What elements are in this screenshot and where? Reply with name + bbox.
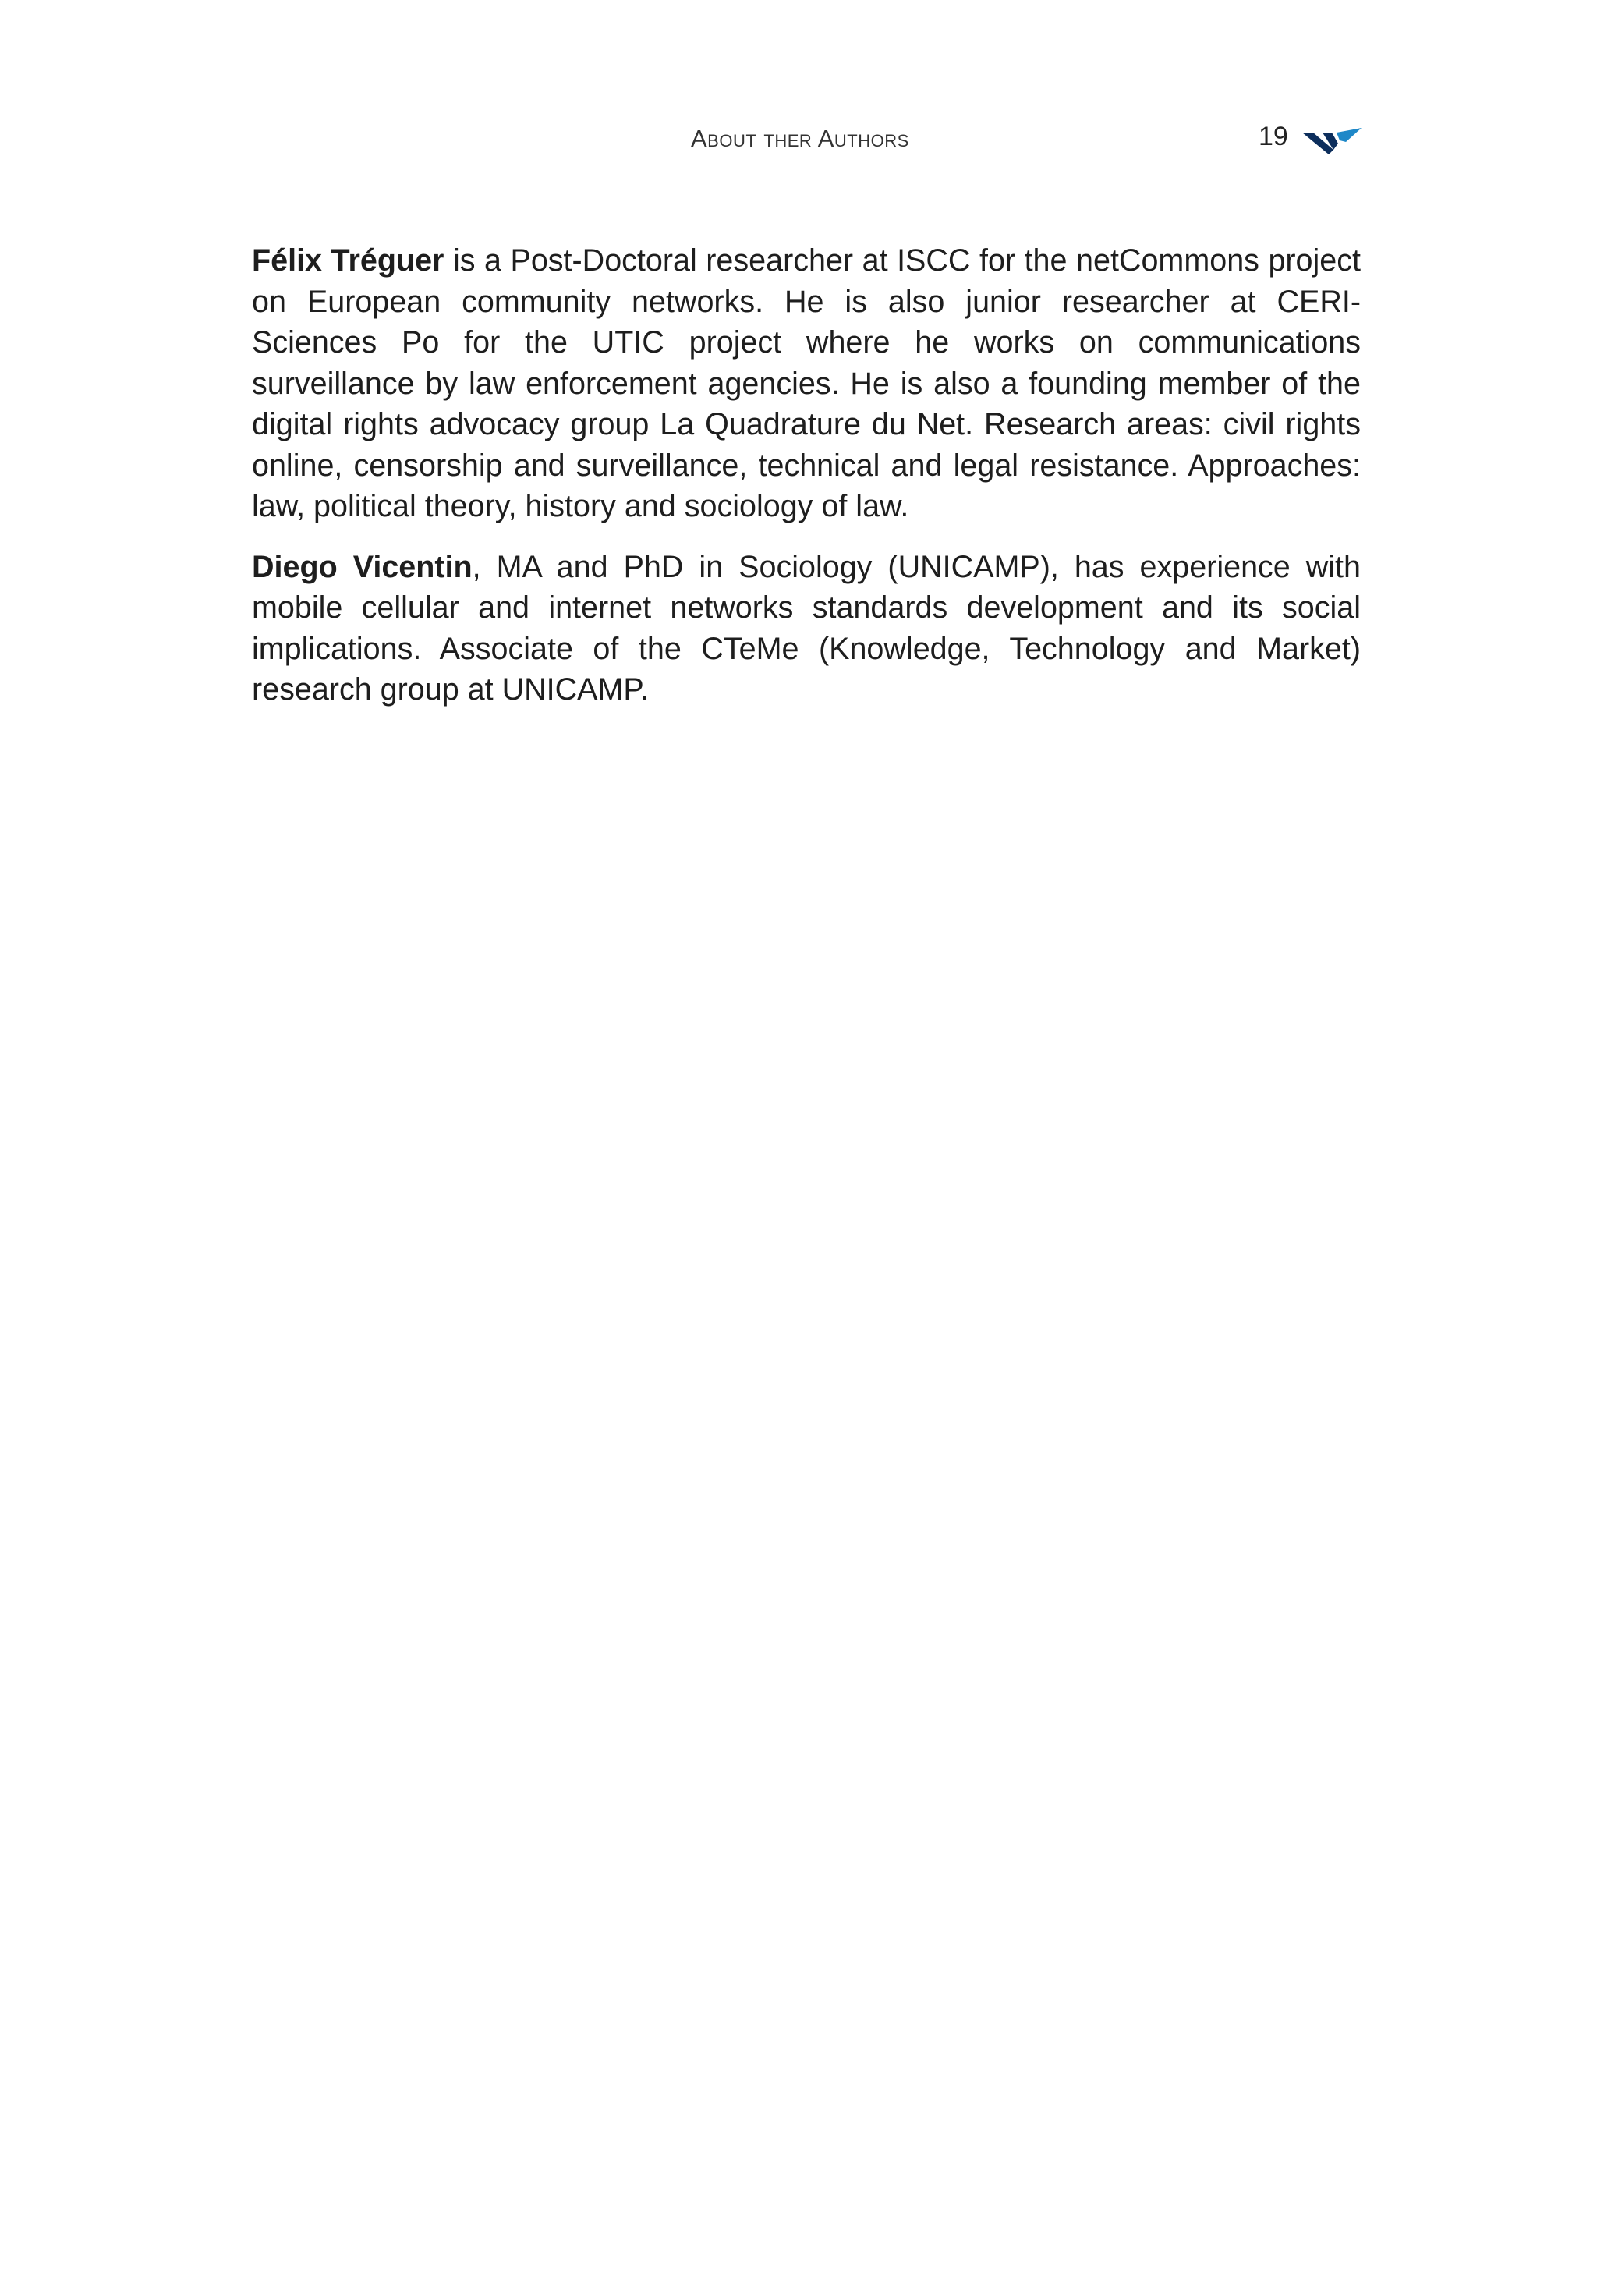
author-bios <box>252 240 1361 730</box>
author-name: Diego Vicentin <box>252 549 473 584</box>
author-bio-text: is a Post-Doctoral researcher at ISCC for the netCommons project on European community networks. He is also junior researcher at CERI-Sciences Po for the UTIC project where he works on communications surveillance by law enforcement agencies. He is also a founding member of the digital rights advocacy group La Quadrature du Net. Research areas: civil rights online, censorship and surveillance, technical and legal resistance. Approaches: law, political theory, history and sociology of law. <box>252 243 1361 523</box>
page-number: 19 <box>1259 122 1288 151</box>
author-name: Félix Tréguer <box>252 243 444 278</box>
author-bio-paragraph <box>252 547 1361 710</box>
running-title: About ther Authors <box>691 125 909 152</box>
running-header <box>0 117 1597 164</box>
publisher-logo-icon <box>1302 128 1362 154</box>
author-bio-paragraph <box>252 240 1361 527</box>
logo-light-wing <box>1337 128 1362 142</box>
author-bio-text: , MA and PhD in Sociology (UNICAMP), has experience with mobile cellular and internet networks standards development and its social implications. Associate of the CTeMe (Knowledge, Technology and Market) research group at UNICAMP. <box>252 549 1361 707</box>
